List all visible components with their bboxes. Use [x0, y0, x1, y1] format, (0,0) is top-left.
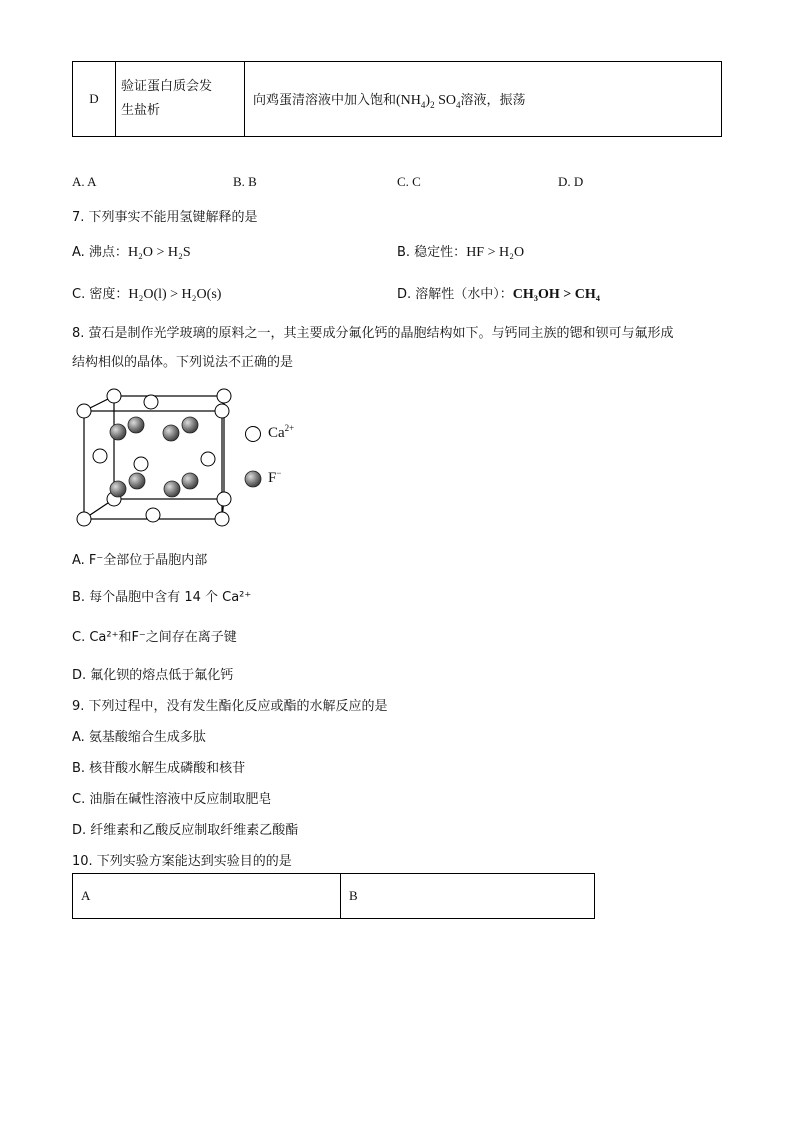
- q7-option-a: A. 沸点：H₂O > H₂S: [72, 245, 191, 260]
- q8-option-d: D. 氟化钡的熔点低于氟化钙: [72, 668, 234, 683]
- method-cell: [245, 62, 722, 137]
- q7-option-d: D. 溶解性（水中）：CH₃OH > CH₄: [397, 287, 600, 302]
- ca-ions: [77, 389, 231, 526]
- ammonium-sulfate-formula: $(NH_4)_2$ $SO_4$: [396, 93, 461, 110]
- f-ions: [110, 417, 198, 497]
- q8-option-a: A. F⁻全部位于晶胞内部: [72, 553, 208, 568]
- purpose-line-2: 生盐析: [121, 103, 161, 118]
- q7-option-c: C. 密度：H₂O(l) > H₂O(s): [72, 287, 222, 302]
- q8-stem-line-1: 8. 萤石是制作光学玻璃的原料之一，其主要成分氟化钙的晶胞结构如下。与钙同主族的锶和钡可与氟形成: [72, 326, 674, 341]
- option-cell: D: [73, 62, 116, 137]
- method-suffix: 溶液，振荡: [460, 93, 526, 108]
- fluorite-unit-cell-diagram: [68, 388, 308, 533]
- purpose-line-1: 验证蛋白质会发: [121, 79, 213, 94]
- q9-option-c: C. 油脂在碱性溶液中反应制取肥皂: [72, 792, 272, 807]
- q8-option-c: C. Ca²⁺和F⁻之间存在离子键: [72, 630, 237, 645]
- q10-stem: 10. 下列实验方案能达到实验目的的是: [72, 854, 292, 869]
- method-prefix: 向鸡蛋清溶液中加入饱和: [253, 93, 397, 108]
- q6-option-d: D. D: [558, 174, 584, 189]
- purpose-cell: [116, 62, 245, 137]
- q9-stem: 9. 下列过程中，没有发生酯化反应或酯的水解反应的是: [72, 699, 388, 714]
- q6-option-c: C. C: [397, 174, 421, 189]
- q9-option-a: A. 氨基酸缩合生成多肽: [72, 730, 206, 745]
- q8-option-b: B. 每个晶胞中含有 14 个 Ca²⁺: [72, 590, 252, 605]
- q8-stem-line-2: 结构相似的晶体。下列说法不正确的是: [72, 355, 294, 370]
- q9-option-b: B. 核苷酸水解生成磷酸和核苷: [72, 761, 246, 776]
- table-row: [73, 62, 722, 137]
- q6-option-b: B. B: [233, 174, 257, 189]
- q10-table: [72, 873, 595, 919]
- ca-legend-label: $Ca^{2+}$: [268, 423, 295, 441]
- q6-option-a: A. A: [72, 174, 97, 189]
- ca-legend-icon: [244, 425, 262, 443]
- q10-col-a: A: [73, 874, 341, 919]
- table-row: [73, 874, 595, 919]
- q10-col-b: B: [341, 874, 595, 919]
- q7-stem: 7. 下列事实不能用氢键解释的是: [72, 210, 258, 225]
- q9-option-d: D. 纤维素和乙酸反应制取纤维素乙酸酯: [72, 823, 299, 838]
- f-legend-icon: [244, 470, 262, 488]
- q7-option-b: B. 稳定性：HF > H₂O: [397, 245, 525, 260]
- f-legend-label: F−: [268, 468, 282, 486]
- q6-table: [72, 61, 722, 137]
